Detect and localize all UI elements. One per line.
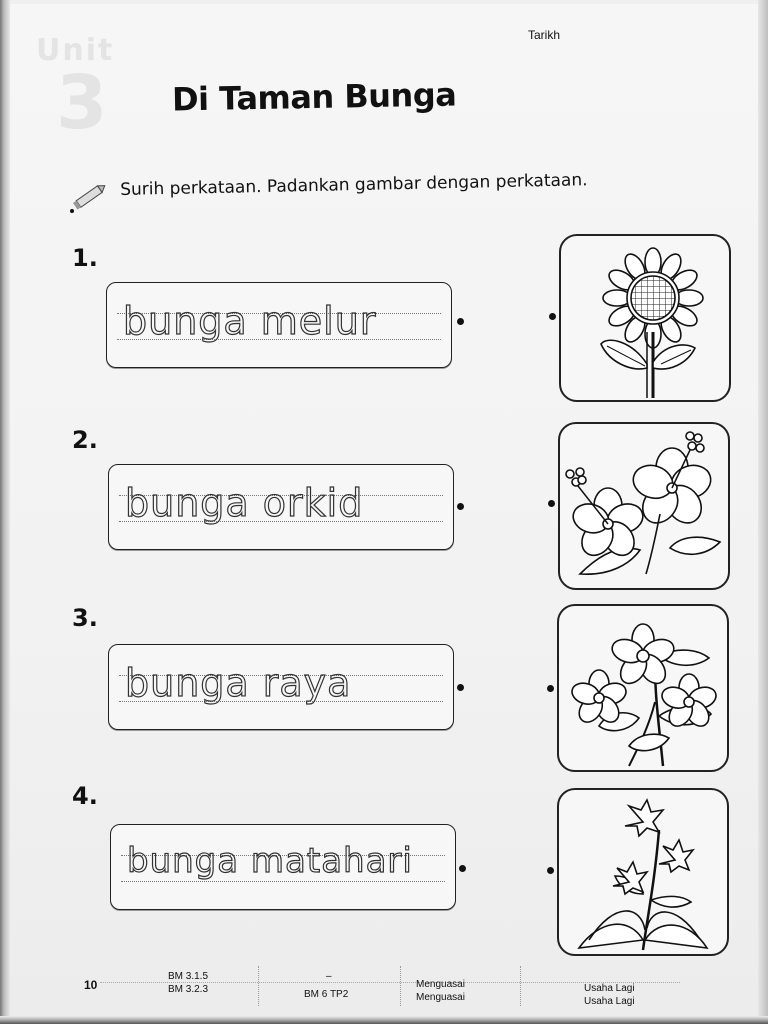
trace-word: bunga matahari (127, 841, 413, 881)
question-number: 4. (72, 782, 98, 810)
trace-word-box[interactable] (106, 282, 452, 368)
jasmine-icon (559, 606, 727, 770)
match-dot-word[interactable] (457, 684, 464, 691)
footer-mastery (416, 978, 465, 1004)
trace-word: bunga orkid (125, 481, 364, 525)
match-dot-word[interactable] (457, 503, 464, 510)
question-number: 2. (72, 426, 98, 454)
pencil-icon (68, 178, 112, 214)
page-title: Di Taman Bunga (171, 75, 457, 119)
mastery-label: Menguasai (416, 979, 465, 990)
trace-guide-line (121, 881, 445, 882)
page-binding-shadow (0, 0, 10, 1024)
footer-try-again (584, 982, 635, 1008)
footer-separator (520, 966, 521, 1006)
try-again-label: Usaha Lagi (584, 983, 635, 994)
picture-box-hibiscus[interactable] (558, 422, 730, 590)
unit-watermark-number: 3 (56, 60, 110, 146)
question-number: 1. (72, 244, 98, 272)
mastery-label: Menguasai (416, 992, 465, 1003)
trace-word-box[interactable] (108, 644, 454, 730)
instruction-text: Surih perkataan. Padankan gambar dengan perkataan. (120, 170, 588, 200)
footer-dash: – (326, 971, 332, 982)
match-dot-word[interactable] (459, 865, 466, 872)
date-label: Tarikh (528, 28, 561, 42)
unit-watermark-label: Unit (36, 33, 115, 68)
footer-separator (258, 966, 259, 1006)
sunflower-icon (561, 236, 729, 400)
footer-separator (400, 966, 401, 1006)
match-dot-picture[interactable] (547, 867, 554, 874)
match-dot-word[interactable] (457, 318, 464, 325)
match-dot-picture[interactable] (547, 685, 554, 692)
try-again-label: Usaha Lagi (584, 996, 635, 1007)
trace-word: bunga raya (125, 661, 352, 705)
footer-standards (168, 970, 208, 996)
standard-code: BM 3.1.5 (168, 971, 209, 982)
orchid-icon (559, 790, 727, 954)
question-number: 3. (72, 604, 98, 632)
page-number: 10 (84, 978, 98, 992)
match-dot-picture[interactable] (549, 313, 556, 320)
picture-box-sunflower[interactable] (559, 234, 731, 402)
unit-watermark (36, 33, 136, 156)
match-dot-picture[interactable] (548, 500, 555, 507)
footer-level: BM 6 TP2 (304, 989, 349, 1000)
picture-box-orchid[interactable] (557, 788, 729, 956)
footer-assessment (0, 960, 768, 1020)
trace-word: bunga melur (123, 299, 377, 343)
trace-word-box[interactable] (108, 464, 454, 550)
hibiscus-icon (560, 424, 728, 588)
picture-box-jasmine[interactable] (557, 604, 729, 772)
trace-word-box[interactable] (110, 824, 456, 910)
standard-code: BM 3.2.3 (168, 984, 209, 995)
page-edge-shadow (758, 0, 768, 1024)
